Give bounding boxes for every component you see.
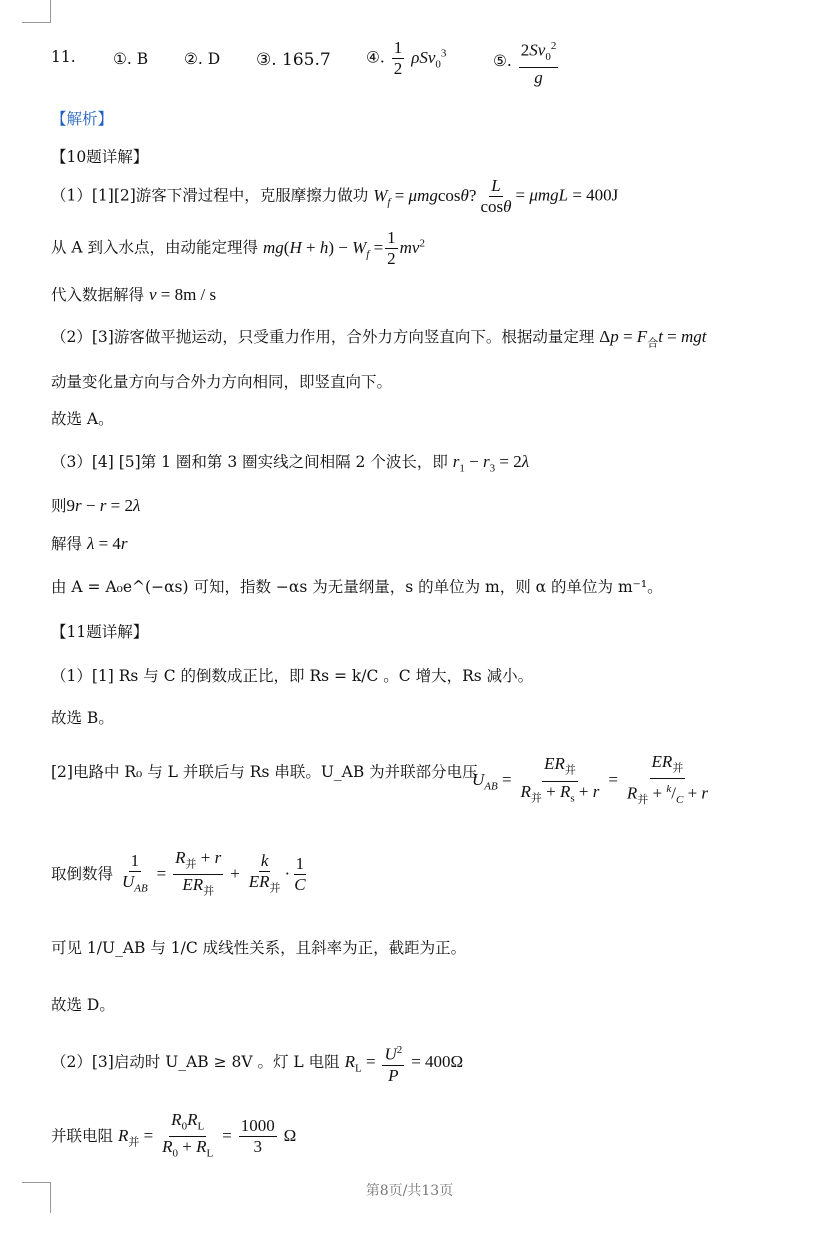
para-11-2: 故选 B。 xyxy=(51,709,114,727)
page-footer: 第8页/共13页 xyxy=(365,1183,454,1199)
answer-2: ②. D xyxy=(184,50,221,68)
para-11-1: （1）[1] Rs 与 C 的倒数成正比，即 Rs = k/C 。C 增大，Rs 减小。 xyxy=(51,667,534,685)
answer-1: ①. B xyxy=(113,50,149,68)
para-10-8: 则9r − r = 2λ xyxy=(51,496,141,515)
para-10-1: （1）[1][2]游客下滑过程中，克服摩擦力做功 $W_f = \mu mgcos\theta$? $\frac{L}{\cos\theta}$ = μmgL = 400J xyxy=(51,176,619,216)
corner-mark-top xyxy=(22,0,51,23)
section-11-heading: 【11题详解】 xyxy=(51,623,149,641)
para-10-4: （2）[3]游客做平抛运动，只受重力作用，合外力方向竖直向下。根据动量定理 $\Delta p = F_合t$ = mgt xyxy=(51,327,707,350)
para-11-4: 取倒数得 $\frac{1}{U_{AB}}$ = $\frac{R_并 + r}{ER_并}$ + $\frac{k}{ER_并}$ · $\frac{1}{C}$ xyxy=(51,848,306,898)
para-11-8: 并联电阻 $R_并$ = $\frac{R_0R_L}{R_0 + R_L}$ = $\frac{1000}{3}$ Ω xyxy=(51,1110,297,1160)
answer-5-formula: $\frac{2Sv_0^2}{g}$ xyxy=(519,36,559,88)
para-10-6: 故选 A。 xyxy=(51,410,114,428)
analysis-heading: 【解析】 xyxy=(51,110,114,128)
para-11-6: 故选 D。 xyxy=(51,996,115,1014)
para-11-7: （2）[3]启动时 U_AB ≥ 8V 。灯 L 电阻 $R_L$ = $\frac{U^2}{P}$ = 400Ω xyxy=(51,1040,463,1086)
answer-4: ④. $\frac{1}{2}$ ρSv$_0^3$ xyxy=(366,38,447,78)
para-10-9: 解得 λ = 4r xyxy=(51,534,128,553)
question-number: 11. xyxy=(51,48,76,66)
answer-line-11 xyxy=(51,48,76,66)
para-11-3-formula: $U_{AB}$ = $\frac{ER_并}{R_并 + R_s + r}$ = $\frac{ER_并}{R_并 + ^k/_C + r}$ xyxy=(472,752,709,807)
para-10-5: 动量变化量方向与合外力方向相同，即竖直向下。 xyxy=(51,373,393,391)
section-10-heading: 【10题详解】 xyxy=(51,148,149,166)
answer-5: ⑤. $\frac{2Sv_0^2}{g}$ xyxy=(493,36,560,88)
para-10-7: （3）[4] [5]第 1 圈和第 3 圈实线之间相隔 2 个波长，即 $r_1 - r_3 = 2\lambda$ xyxy=(51,452,530,475)
answer-3: ③. 165.7 xyxy=(256,50,331,70)
para-10-10: 由 A = A₀e^(−αs) 可知，指数 −αs 为无量纲量，s 的单位为 m，则 α 的单位为 m⁻¹。 xyxy=(51,578,663,596)
answer-4-formula: $\frac{1}{2}$ xyxy=(393,38,403,78)
para-11-5: 可见 1/U_AB 与 1/C 成线性关系，且斜率为正，截距为正。 xyxy=(51,939,467,957)
para-10-2: 从 A 到入水点，由动能定理得 $mg(H + h) - W_f$ = $\frac{1}{2}$ $mv^2$ xyxy=(51,228,425,268)
para-11-3: [2]电路中 R₀ 与 L 并联后与 Rs 串联。U_AB 为并联部分电压 xyxy=(51,763,478,781)
para-10-3: 代入数据解得 v = 8m / s xyxy=(51,285,217,304)
